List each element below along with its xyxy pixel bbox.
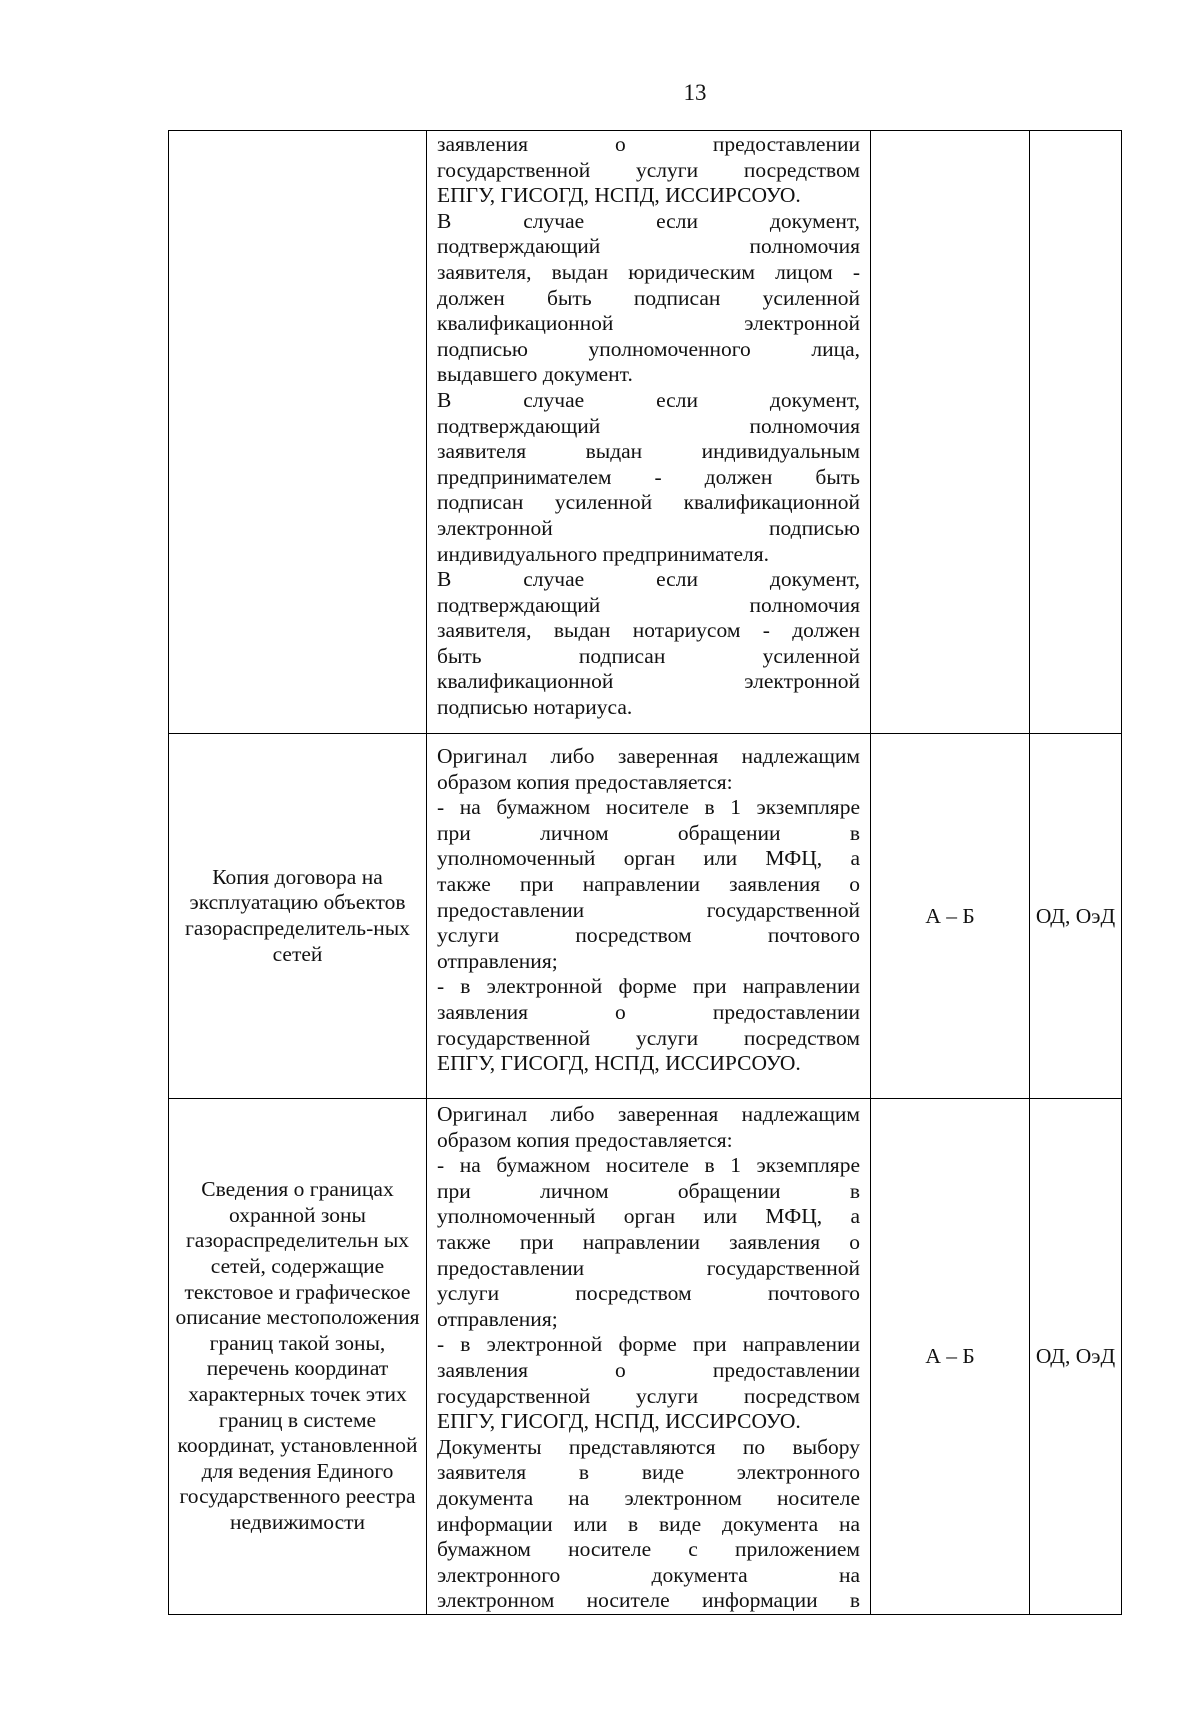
description-line: ЕПГУ, ГИСОГД, НСПД, ИССИРСОУО. <box>437 1051 801 1076</box>
description-line: ЕПГУ, ГИСОГД, НСПД, ИССИРСОУО. <box>437 183 801 208</box>
description-text <box>427 734 870 1077</box>
description-line: государственной услуги посредством <box>437 1025 860 1050</box>
description-line: - на бумажном носителе в 1 экземпляре <box>437 795 860 820</box>
description-line: услуги посредством почтового <box>437 923 860 948</box>
description-line: электронном носителе информации в <box>437 1588 860 1613</box>
table-row <box>169 1099 1122 1615</box>
description-line: - в электронной форме при направлении <box>437 1332 860 1357</box>
description-line: образом копия предоставляется: <box>437 1127 733 1152</box>
description-line: также при направлении заявления о <box>437 1229 860 1254</box>
description-line: предоставлении государственной <box>437 1255 860 1280</box>
description-cell <box>427 1099 871 1615</box>
form-code-cell: ОД, ОэД <box>1030 734 1122 1099</box>
description-line: - в электронной форме при направлении <box>437 974 860 999</box>
description-line: уполномоченный орган или МФЦ, а <box>437 846 860 871</box>
category-code-cell: А – Б <box>871 1099 1030 1615</box>
description-line: Оригинал либо заверенная надлежащим <box>437 1102 860 1126</box>
document-name-cell <box>169 131 427 734</box>
category-code-cell: А – Б <box>871 734 1030 1099</box>
description-line: предпринимателем - должен быть <box>437 464 860 489</box>
description-text <box>427 1099 870 1614</box>
description-line: заявителя, выдан нотариусом - должен <box>437 618 860 643</box>
description-line: заявителя в виде электронного <box>437 1460 860 1485</box>
description-line: заявителя, выдан юридическим лицом - <box>437 259 860 284</box>
description-line: подписью уполномоченного лица, <box>437 336 860 361</box>
description-line: подписью нотариуса. <box>437 695 633 720</box>
description-line: государственной услуги посредством <box>437 157 860 182</box>
description-cell <box>427 734 871 1099</box>
form-code-cell <box>1030 131 1122 734</box>
description-line: заявления о предоставлении <box>437 1357 860 1382</box>
description-line: квалификационной электронной <box>437 669 860 694</box>
description-line: подтверждающий полномочия <box>437 592 860 617</box>
description-line: электронной подписью <box>437 515 860 540</box>
description-line: заявителя выдан индивидуальным <box>437 439 860 464</box>
description-line: подписан усиленной квалификационной <box>437 490 860 515</box>
description-line: заявления о предоставлении <box>437 999 860 1024</box>
description-line: быть подписан усиленной <box>437 643 860 668</box>
description-line: предоставлении государственной <box>437 897 860 922</box>
description-line: образом копия предоставляется: <box>437 769 733 794</box>
description-line: В случае если документ, <box>437 208 860 233</box>
page-number: 13 <box>683 80 707 105</box>
document-name-cell: Сведения о границах охранной зоны газораспределительн ых сетей, содержащие текстовое и графическое описание местоположения границ такой зоны, перечень координат характерных точек этих границ в системе координат, установленной для ведения Единого государственного реестра недвижимости <box>169 1099 427 1615</box>
description-line: отправления; <box>437 948 558 973</box>
description-line: при личном обращении в <box>437 1178 860 1203</box>
description-line: Оригинал либо заверенная надлежащим <box>437 744 860 768</box>
description-line: В случае если документ, <box>437 567 860 592</box>
description-line: подтверждающий полномочия <box>437 234 860 259</box>
form-code-cell: ОД, ОэД <box>1030 1099 1122 1615</box>
description-text <box>427 131 870 721</box>
description-line: государственной услуги посредством <box>437 1383 860 1408</box>
table-row <box>169 734 1122 1099</box>
description-line: заявления о предоставлении <box>437 132 860 156</box>
description-line: документа на электронном носителе <box>437 1485 860 1510</box>
description-line: должен быть подписан усиленной <box>437 285 860 310</box>
document-name-cell: Копия договора на эксплуатацию объектов газораспределитель-ных сетей <box>169 734 427 1099</box>
description-line: - на бумажном носителе в 1 экземпляре <box>437 1153 860 1178</box>
description-line: Документы представляются по выбору <box>437 1434 860 1459</box>
description-cell <box>427 131 871 734</box>
description-line: В случае если документ, <box>437 387 860 412</box>
description-line: при личном обращении в <box>437 820 860 845</box>
category-code-cell <box>871 131 1030 734</box>
description-line: услуги посредством почтового <box>437 1281 860 1306</box>
description-line: уполномоченный орган или МФЦ, а <box>437 1204 860 1229</box>
document-table <box>168 130 1122 1615</box>
table-row <box>169 131 1122 734</box>
description-line: электронного документа на <box>437 1562 860 1587</box>
description-line: информации или в виде документа на <box>437 1511 860 1536</box>
description-line: также при направлении заявления о <box>437 871 860 896</box>
description-line: подтверждающий полномочия <box>437 413 860 438</box>
description-line: бумажном носителе с приложением <box>437 1537 860 1562</box>
description-line: ЕПГУ, ГИСОГД, НСПД, ИССИРСОУО. <box>437 1409 801 1434</box>
description-line: отправления; <box>437 1306 558 1331</box>
description-line: квалификационной электронной <box>437 311 860 336</box>
description-line: индивидуального предпринимателя. <box>437 541 770 566</box>
description-line: выдавшего документ. <box>437 362 633 387</box>
